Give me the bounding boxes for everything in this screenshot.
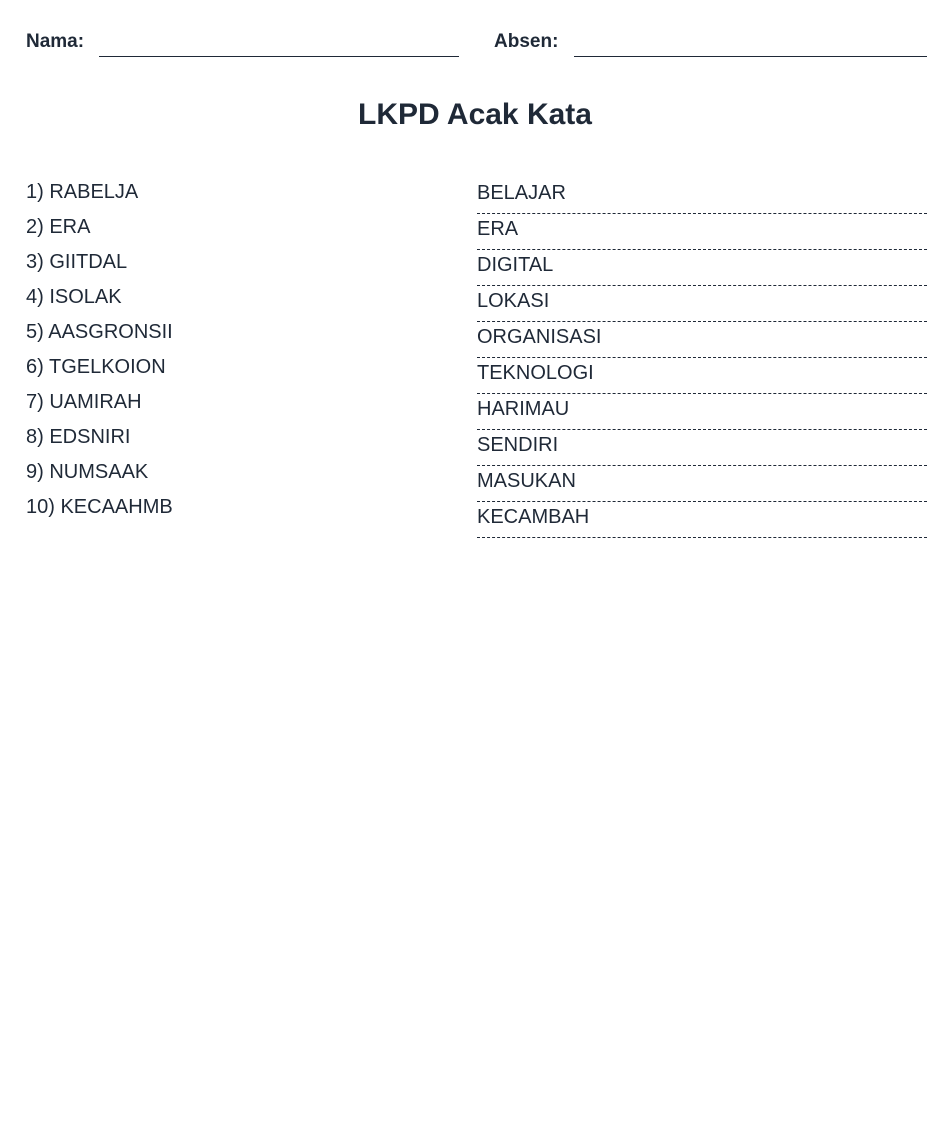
scrambled-word-5: 5) AASGRONSII [26, 321, 173, 343]
scrambled-word-list [26, 178, 446, 528]
answer-5: ORGANISASI [477, 322, 927, 358]
absen-label: Absen: [494, 31, 559, 52]
answer-9: MASUKAN [477, 466, 927, 502]
answer-6: TEKNOLOGI [477, 358, 927, 394]
answer-2: ERA [477, 214, 927, 250]
scrambled-word-1: 1) RABELJA [26, 181, 139, 203]
answer-4: LOKASI [477, 286, 927, 322]
scrambled-word-4: 4) ISOLAK [26, 286, 122, 308]
scrambled-word-10: 10) KECAAHMB [26, 496, 173, 518]
scrambled-word-3: 3) GIITDAL [26, 251, 128, 273]
scrambled-word-6: 6) TGELKOION [26, 356, 166, 378]
scrambled-word-9: 9) NUMSAAK [26, 461, 149, 483]
scrambled-word-7: 7) UAMIRAH [26, 391, 142, 413]
answer-7: HARIMAU [477, 394, 927, 430]
student-info-header [26, 30, 927, 58]
name-label: Nama: [26, 31, 85, 52]
scrambled-word-2: 2) ERA [26, 216, 91, 238]
answer-8: SENDIRI [477, 430, 927, 466]
answer-3: DIGITAL [477, 250, 927, 286]
scrambled-word-8: 8) EDSNIRI [26, 426, 131, 448]
answer-1: BELAJAR [477, 178, 927, 214]
page-title: LKPD Acak Kata [358, 98, 592, 131]
absen-answer-line [574, 56, 927, 57]
answer-10: KECAMBAH [477, 502, 927, 538]
answer-list [477, 178, 927, 538]
name-answer-line [99, 56, 459, 57]
